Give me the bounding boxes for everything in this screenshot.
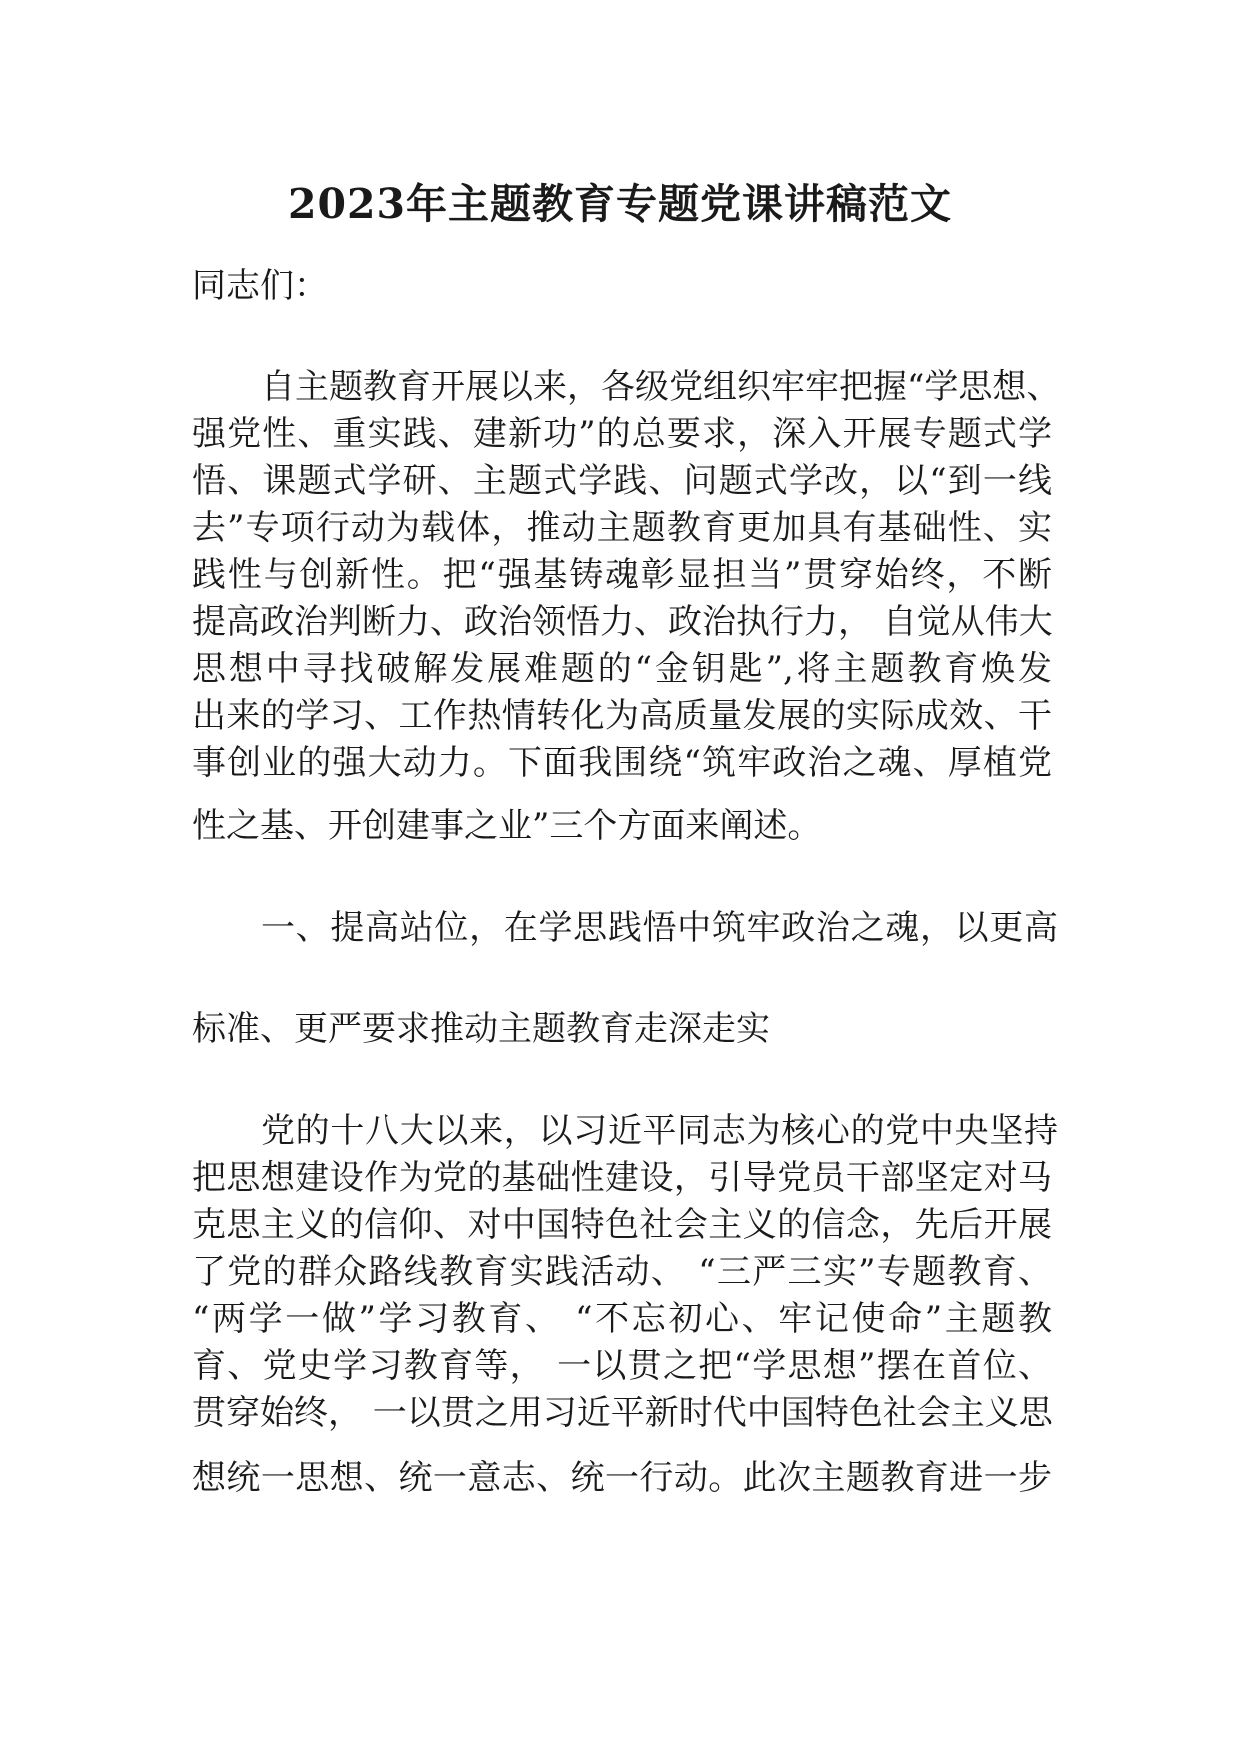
paragraph-line: 克思主义的信仰、对中国特色社会主义的信念，先后开展 [192, 1205, 1052, 1245]
paragraph-line: 提高政治判断力、政治领悟力、政治执行力， 自觉从伟大 [192, 602, 1053, 642]
paragraph-line: “两学一做”学习教育、 “不忘初心、牢记使命”主题教 [192, 1299, 1052, 1339]
paragraph-line: 了党的群众路线教育实践活动、 “三严三实”专题教育、 [192, 1252, 1052, 1292]
paragraph-line: 践性与创新性。把“强基铸魂彰显担当”贯穿始终，不断 [192, 555, 1052, 595]
paragraph-line: 自主题教育开展以来，各级党组织牢牢把握“学思想、 [261, 367, 1061, 407]
paragraph-line: 去”专项行动为载体，推动主题教育更加具有基础性、实 [192, 508, 1052, 548]
paragraph-line: 事创业的强大动力。下面我围绕“筑牢政治之魂、厚植党 [192, 743, 1052, 783]
paragraph-line: 想统一思想、统一意志、统一行动。此次主题教育进一步 [192, 1458, 1052, 1498]
paragraph-line: 悟、课题式学研、主题式学践、问题式学改，以“到一线 [192, 461, 1052, 501]
salutation: 同志们： [192, 266, 328, 306]
paragraph-line: 贯穿始终， 一以贯之用习近平新时代中国特色社会主义思 [192, 1393, 1053, 1433]
paragraph-line: 党的十八大以来，以习近平同志为核心的党中央坚持 [261, 1111, 1058, 1151]
paragraph-line: 性之基、开创建事之业”三个方面来阐述。 [192, 806, 822, 846]
paragraph-line: 出来的学习、工作热情转化为高质量发展的实际成效、干 [192, 696, 1052, 736]
paragraph-line: 育、党史学习教育等， 一以贯之把“学思想”摆在首位、 [192, 1346, 1052, 1386]
section-heading-line: 一、提高站位，在学思践悟中筑牢政治之魂，以更高 [261, 908, 1058, 948]
paragraph-line: 强党性、重实践、建新功”的总要求，深入开展专题式学 [192, 414, 1052, 454]
document-title: 2023年主题教育专题党课讲稿范文 [287, 180, 953, 228]
paragraph-line: 思想中寻找破解发展难题的“金钥匙”,将主题教育焕发 [192, 649, 1052, 689]
paragraph-line: 把思想建设作为党的基础性建设，引导党员干部坚定对马 [192, 1158, 1052, 1198]
section-heading-line: 标准、更严要求推动主题教育走深走实 [192, 1009, 770, 1049]
